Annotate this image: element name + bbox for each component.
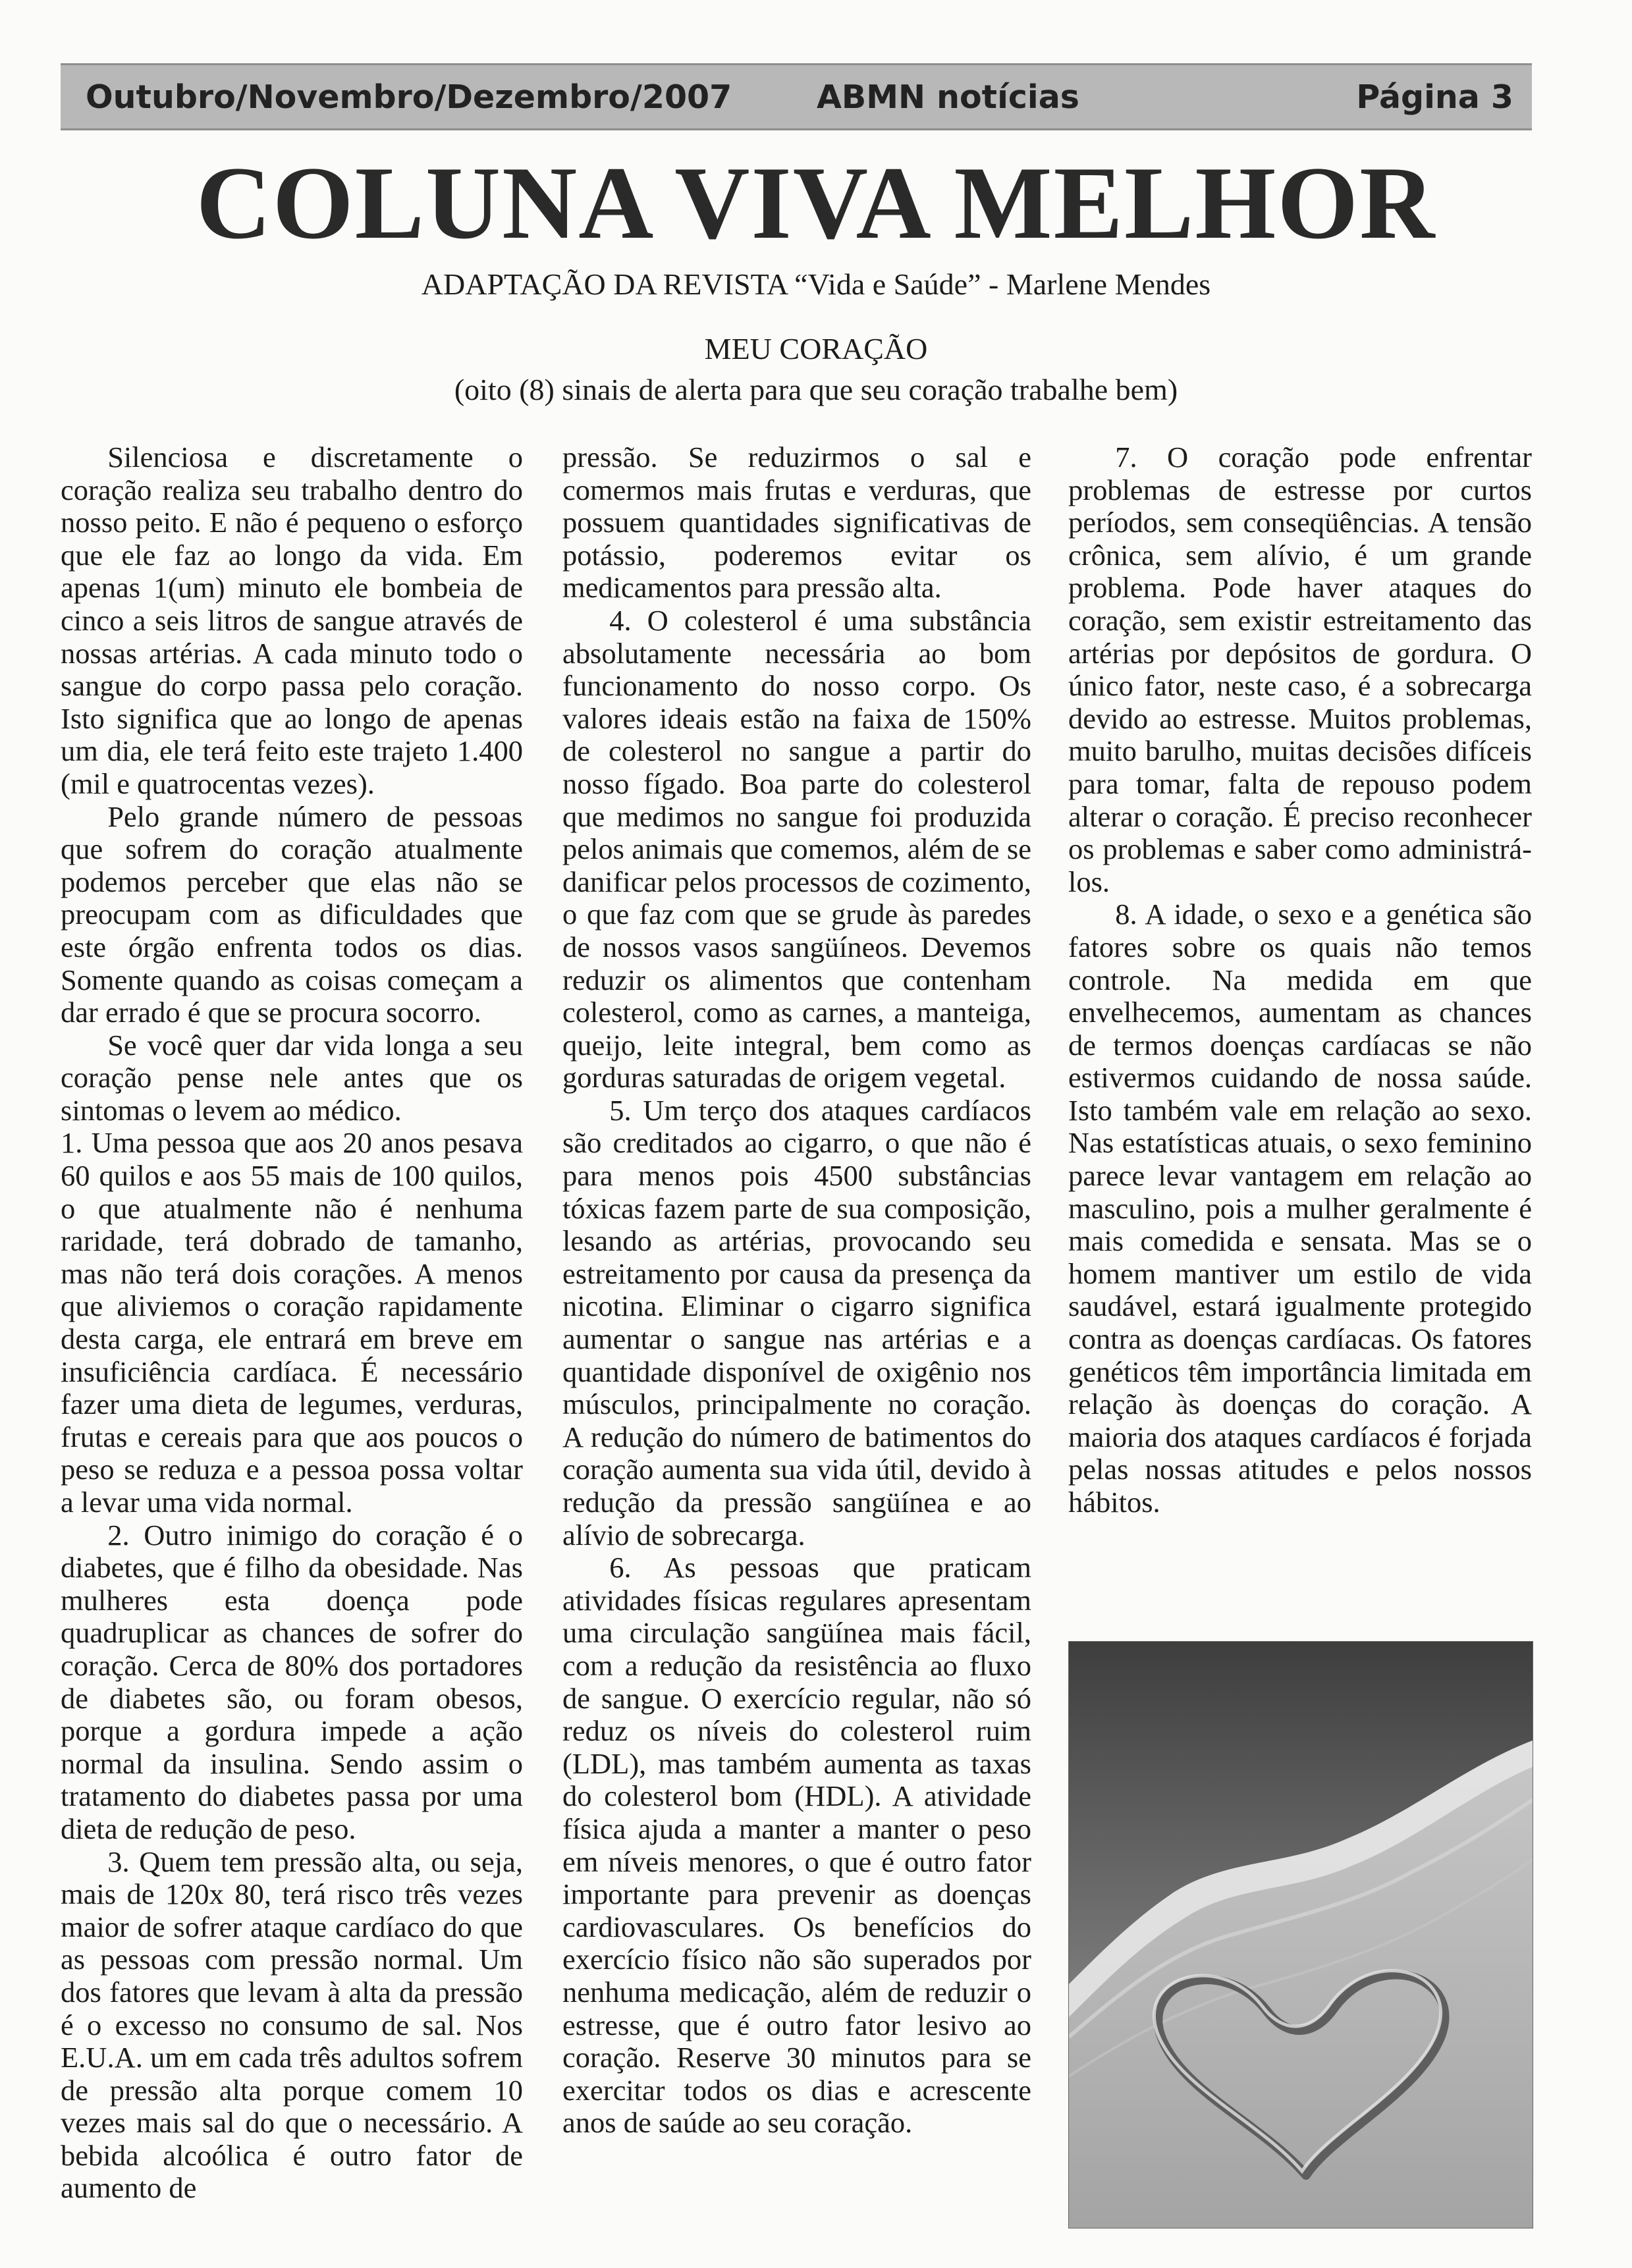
paragraph: pressão. Se reduzirmos o sal e comermos mais frutas e verduras, que possuem quantidades significativas de potássio, poderemos evitar os medicamentos para pressão alta. bbox=[562, 441, 1031, 605]
paragraph: 5. Um terço dos ataques cardíacos são creditados ao cigarro, o que não é para menos pois 4500 substâncias tóxicas fazem parte de sua composição, lesando as artérias, provocando seu estreitamento por causa da presença da nicotina. Eliminar o cigarro significa aumentar o sangue nas artérias e a quantidade disponível de oxigênio nos músculos, principalmente no coração. A redução do número de batimentos do coração aumenta sua vida útil, devido à redução da pressão sangüínea e ao alívio de sobrecarga. bbox=[562, 1093, 1031, 1552]
article-column-3 bbox=[1068, 441, 1532, 1519]
paragraph: 3. Quem tem pressão alta, ou seja, mais de 120x 80, terá risco três vezes maior de sofrer ataque cardíaco do que as pessoas com pressão normal. Um dos fatores que levam à alta da pressão é o excesso no consumo de sal. Nos E.U.A. um em cada três adultos sofrem de pressão alta porque comem 10 vezes mais sal do que o necessário. A bebida alcoólica é outro fator de aumento de bbox=[61, 1845, 523, 2205]
paragraph: Pelo grande número de pessoas que sofrem do coração atualmente podemos perceber que elas não se preocupam com as dificuldades que este órgão enfrenta todos os dias. Somente quando as coisas começam a dar errado é que se procura socorro. bbox=[61, 799, 523, 1029]
article-column-1 bbox=[61, 441, 523, 2205]
paragraph: 7. O coração pode enfrentar problemas de estresse por curtos períodos, sem conseqüências. A tensão crônica, sem alívio, é um grande problema. Pode haver ataques do coração, sem existir estreitamento das artérias por depósitos de gordura. O único fator, neste caso, é a sobrecarga devido ao estresse. Muitos problemas, muito barulho, muitas decisões difíceis para tomar, falta de repouso podem alterar o coração. É preciso reconhecer os problemas e saber como administrá-los. bbox=[1068, 441, 1532, 898]
paragraph: Se você quer dar vida longa a seu coração pense nele antes que os sintomas o levem ao médico. bbox=[61, 1028, 523, 1127]
paragraph: 8. A idade, o sexo e a genética são fatores sobre os quais não temos controle. Na medida em que envelhecemos, aumentam as chances de termos doenças cardíacas se não estivermos cuidando de nossa saúde. Isto também vale em relação ao sexo. Nas estatísticas atuais, o sexo feminino parece levar vantagem em relação ao masculino, pois a mulher geralmente é mais comedida e sensata. Mas se o homem mantiver um estilo de vida saudável, estará igualmente protegido contra as doenças cardíacas. Os fatores genéticos têm importância limitada em relação às doenças do coração. A maioria dos ataques cardíacos é forjada pelas nossas atitudes e pelos nossos hábitos. bbox=[1068, 898, 1532, 1519]
paragraph: 6. As pessoas que praticam atividades físicas regulares apresentam uma circulação sangüínea mais fácil, com a redução da resistência ao fluxo de sangue. O exercício regular, não só reduz os níveis do colesterol ruim (LDL), mas também aumenta as taxas do colesterol bom (HDL). A atividade física ajuda a manter a manter o peso em níveis menores, o que é outro fator importante para prevenir as doenças cardiovasculares. Os benefícios do exercício físico não são superados por nenhuma medicação, além de reduzir o estresse, que é outro fator lesivo ao coração. Reserve 30 minutos para se exercitar todos os dias e acrescente anos de saúde ao seu coração. bbox=[562, 1551, 1031, 2140]
heart-in-sand-photo bbox=[1068, 1641, 1533, 2228]
paragraph: 1. Uma pessoa que aos 20 anos pesava 60 quilos e aos 55 mais de 100 quilos, o que atualmente não é nenhuma raridade, terá dobrado de tamanho, mas não terá dois corações. A menos que aliviemos o coração rapidamente desta carga, ele entrará em breve em insuficiência cardíaca. É necessário fazer uma dieta de legumes, verduras, frutas e cereais para que aos poucos o peso se reduza e a pessoa possa voltar a levar uma vida normal. bbox=[61, 1126, 523, 1519]
publication-name: ABMN notícias bbox=[817, 78, 1079, 116]
paragraph: 2. Outro inimigo do coração é o diabetes, que é filho da obesidade. Nas mulheres esta doença pode quadruplicar as chances de sofrer do coração. Cerca de 80% dos portadores de diabetes são, ou foram obesos, porque a gordura impede a ação normal da insulina. Sendo assim o tratamento do diabetes passa por uma dieta de redução de peso. bbox=[61, 1518, 523, 1845]
page-number: Página 3 bbox=[1356, 78, 1513, 116]
section-title: MEU CORAÇÃO bbox=[704, 332, 928, 365]
paragraph: 4. O colesterol é uma substância absolutamente necessária ao bom funcionamento do nosso corpo. Os valores ideais estão na faixa de 150% de colesterol no sangue a partir do nosso fígado. Boa parte do colesterol que medimos no sangue foi produzida pelos animais que comemos, além de se danificar pelos processos de cozimento, o que faz com que se grude às paredes de nossos vasos sangüíneos. Devemos reduzir os alimentos que contenham colesterol, como as carnes, a manteiga, queijo, leite integral, bem como as gorduras saturadas de origem vegetal. bbox=[562, 603, 1031, 1094]
article-title: COLUNA VIVA MELHOR bbox=[196, 146, 1436, 261]
section-subtitle: (oito (8) sinais de alerta para que seu coração trabalhe bem) bbox=[454, 373, 1178, 406]
article-column-2 bbox=[562, 441, 1031, 2140]
issue-date: Outubro/Novembro/Dezembro/2007 bbox=[86, 78, 732, 116]
paragraph: Silenciosa e discretamente o coração realiza seu trabalho dentro do nosso peito. E não é pequeno o esforço que ele faz ao longo da vida. Em apenas 1(um) minuto ele bombeia de cinco a seis litros de sangue através de nossas artérias. A cada minuto todo o sangue do corpo passa pelo coração. Isto significa que ao longo de apenas um dia, ele terá feito este trajeto 1.400 (mil e quatrocentas vezes). bbox=[61, 441, 523, 800]
header-bar bbox=[61, 63, 1532, 130]
article-subtitle: ADAPTAÇÃO DA REVISTA “Vida e Saúde” - Marlene Mendes bbox=[421, 267, 1211, 301]
